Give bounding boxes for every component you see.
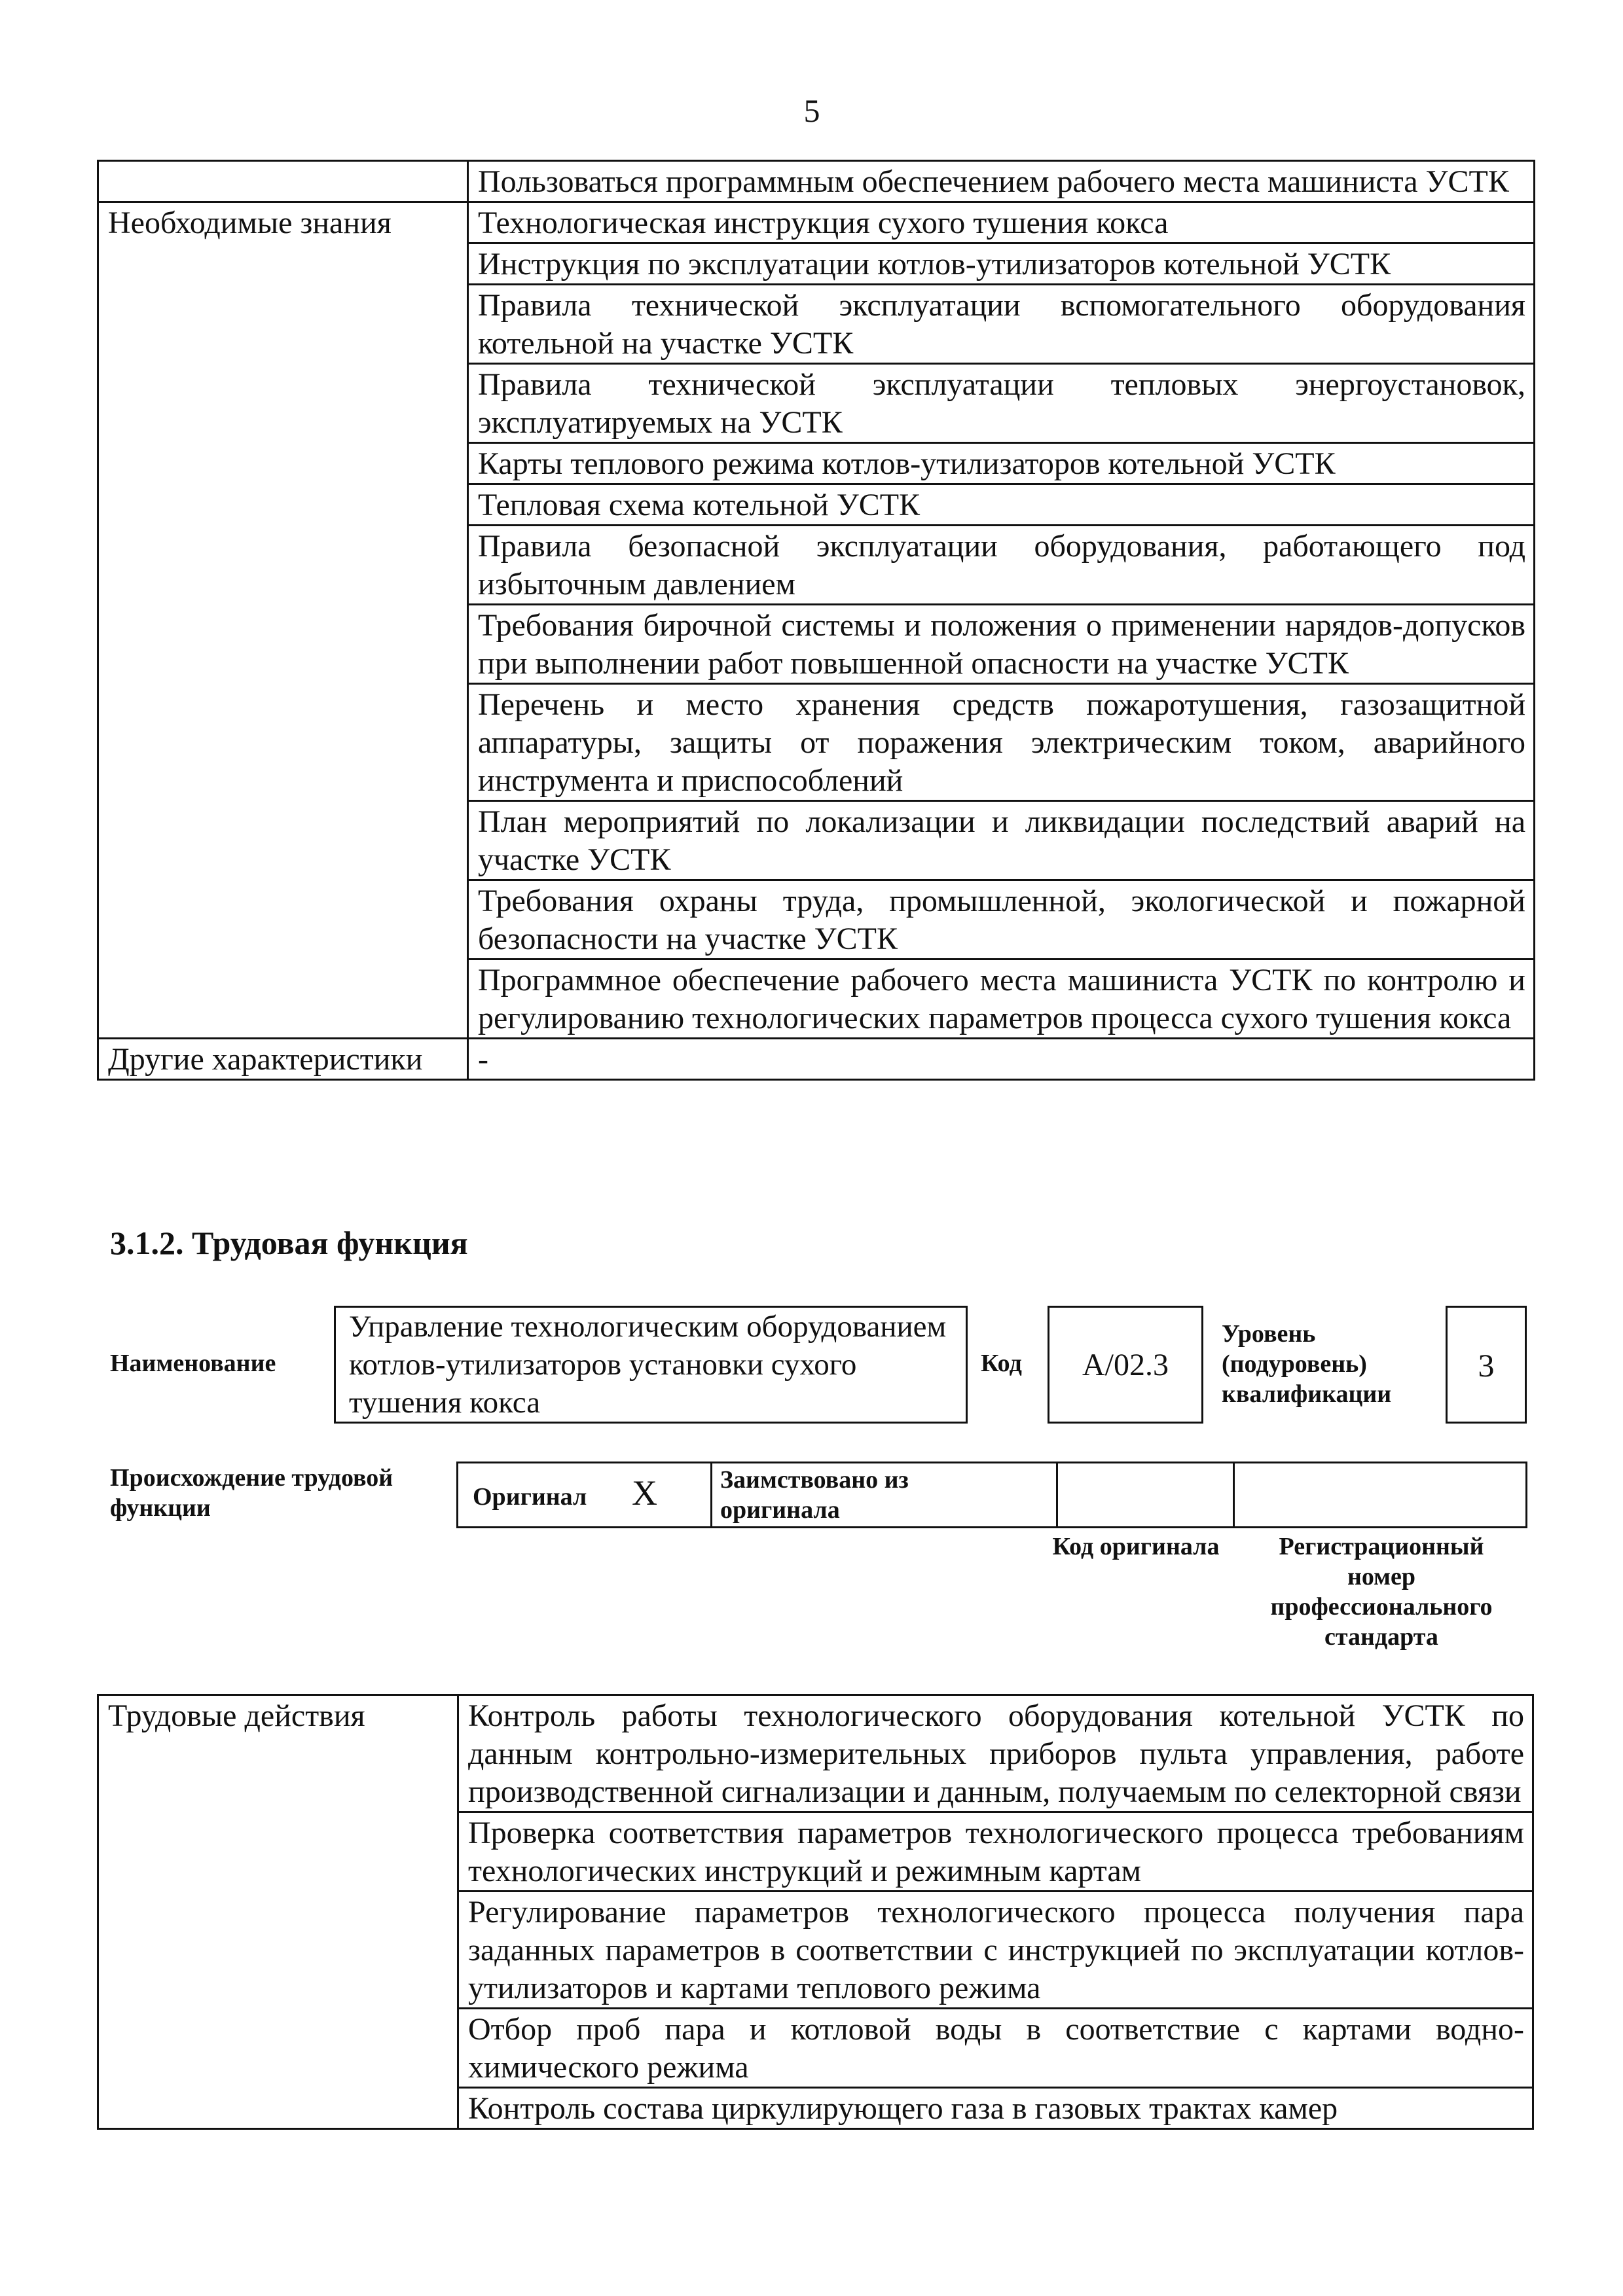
table-cell: Контроль состава циркулирующего газа в газовых трактах камер — [458, 2088, 1533, 2129]
original-label: Оригинал — [473, 1483, 587, 1511]
knowledge-table — [97, 160, 1535, 1081]
reg-caption: Регистрационный номер профессионального стандарта — [1270, 1533, 1493, 1651]
table-cell: Правила технической эксплуатации тепловых энергоустановок, эксплуатируемых на УСТК — [468, 364, 1535, 443]
table-cell: Контроль работы технологического оборудования котельной УСТК по данным контрольно-измерительных приборов пульта управления, работе производственной сигнализации и данным, получаемым по селекторной связи — [458, 1695, 1533, 1812]
function-code-value: А/02.3 — [1082, 1348, 1169, 1382]
divider — [1056, 1462, 1058, 1528]
function-name-box — [334, 1306, 968, 1424]
table-cell: Проверка соответствия параметров технологического процесса требованиям технологических инструкций и режимным картам — [458, 1812, 1533, 1892]
divider — [710, 1462, 712, 1528]
borrowed-label: Заимствовано из оригинала — [720, 1466, 909, 1524]
code-label: Код — [981, 1350, 1022, 1377]
origin-row — [456, 1462, 1527, 1528]
table-row — [98, 1695, 1533, 1812]
actions-table — [97, 1694, 1534, 2130]
table-cell: Требования бирочной системы и положения о применении нарядов-допусков при выполнении работ повышенной опасности на участке УСТК — [468, 605, 1535, 684]
table-cell: Правила безопасной эксплуатации оборудования, работающего под избыточным давлением — [468, 526, 1535, 605]
table-cell: Технологическая инструкция сухого тушения кокса — [468, 202, 1535, 243]
table-row — [98, 1039, 1535, 1080]
section-title: 3.1.2. Трудовая функция — [110, 1225, 468, 1261]
name-label: Наименование — [110, 1350, 276, 1377]
table-cell: - — [468, 1039, 1535, 1080]
table-cell: Тепловая схема котельной УСТК — [468, 484, 1535, 526]
row-label-other: Другие характеристики — [98, 1039, 468, 1080]
page-number: 5 — [803, 92, 820, 129]
table-cell: Отбор проб пара и котловой воды в соответствие с картами водно-химического режима — [458, 2009, 1533, 2088]
table-row — [98, 202, 1535, 243]
table-cell: Правила технической эксплуатации вспомогательного оборудования котельной на участке УСТК — [468, 285, 1535, 364]
level-box — [1446, 1306, 1527, 1424]
table-cell: Требования охраны труда, промышленной, экологической и пожарной безопасности на участке УСТК — [468, 880, 1535, 960]
table-cell: Пользоваться программным обеспечением рабочего места машиниста УСТК — [468, 161, 1535, 202]
divider — [1233, 1462, 1235, 1528]
table-cell: Инструкция по эксплуатации котлов-утилизаторов котельной УСТК — [468, 243, 1535, 285]
level-label: Уровень (подуровень) квалификации — [1222, 1320, 1392, 1408]
row-label — [98, 161, 468, 202]
table-cell: Перечень и место хранения средств пожаротушения, газозащитной аппаратуры, защиты от поражения электрическим током, аварийного инструмента и приспособлений — [468, 684, 1535, 801]
function-code-box — [1048, 1306, 1203, 1424]
table-cell: Карты теплового режима котлов-утилизаторов котельной УСТК — [468, 443, 1535, 484]
table-cell: План мероприятий по локализации и ликвидации последствий аварий на участке УСТК — [468, 801, 1535, 880]
origin-label: Происхождение трудовой функции — [110, 1464, 393, 1522]
function-name-value: Управление технологическим оборудованием котлов-утилизаторов установки сухого тушения кокса — [349, 1310, 947, 1420]
table-cell: Регулирование параметров технологического процесса получения пара заданных параметров в соответствии с инструкцией по эксплуатации котлов-утилизаторов и картами теплового режима — [458, 1892, 1533, 2009]
level-value: 3 — [1478, 1347, 1495, 1384]
row-label-knowledge: Необходимые знания — [98, 202, 468, 1039]
code-caption: Код оригинала — [1052, 1533, 1220, 1560]
original-mark: X — [632, 1473, 657, 1513]
row-label-actions: Трудовые действия — [98, 1695, 458, 2129]
table-cell: Программное обеспечение рабочего места машиниста УСТК по контролю и регулированию технологических параметров процесса сухого тушения кокса — [468, 960, 1535, 1039]
table-row — [98, 161, 1535, 202]
